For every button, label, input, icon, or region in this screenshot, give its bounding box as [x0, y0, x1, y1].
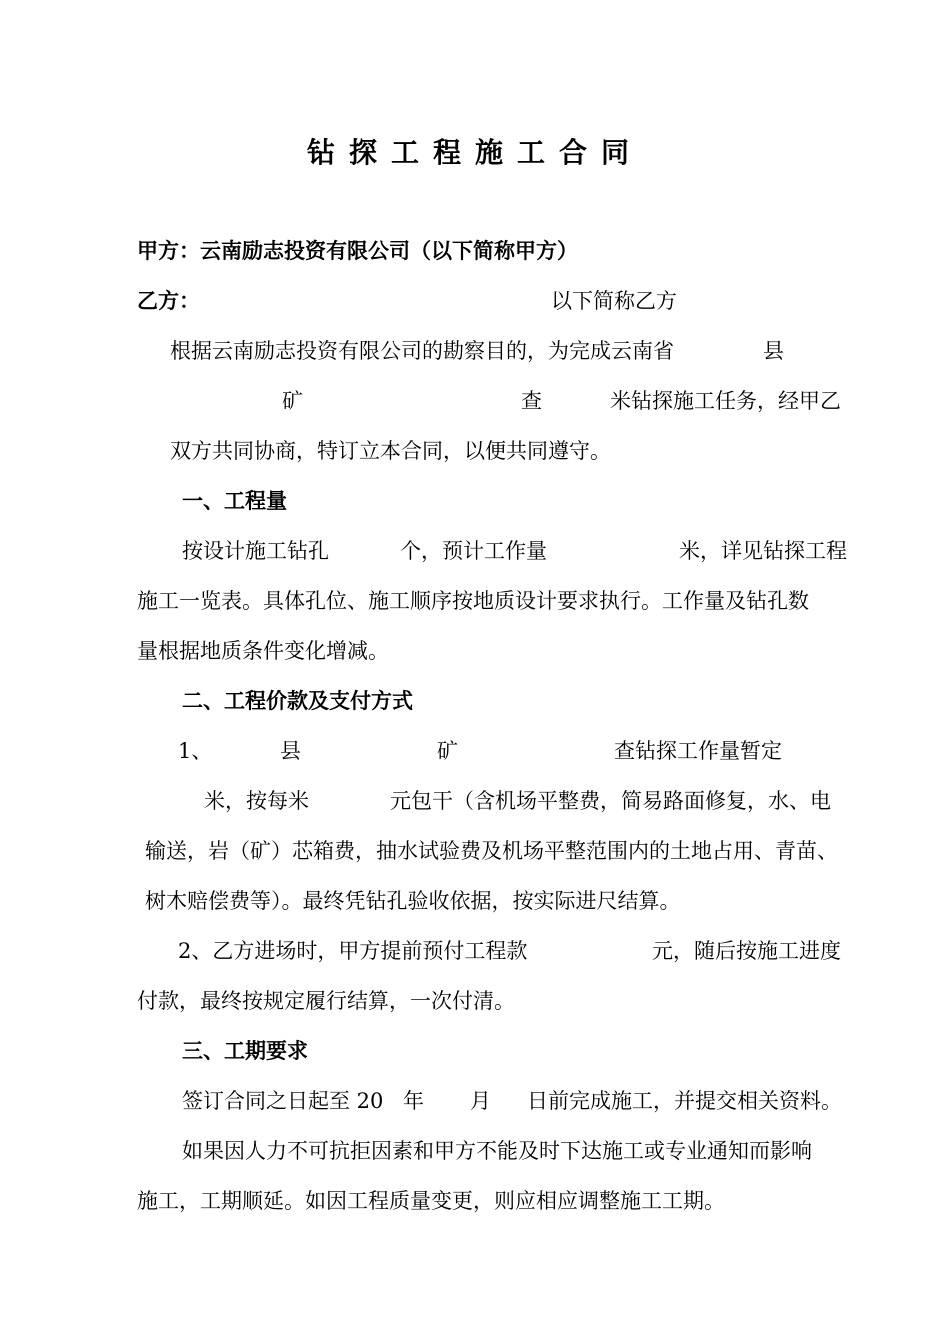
section-2-item-2-line-2: 付款，最终按规定履行结算，一次付清。: [137, 989, 515, 1013]
intro-line-2c: 米钻探施工任务，经甲乙: [610, 389, 841, 413]
section-2-item-1-line-1c: 矿: [437, 739, 458, 763]
intro-line-2a: 矿: [282, 389, 303, 413]
section-2-item-1-line-2b: 元包干（含机场平整费，简易路面修复，水、电: [390, 789, 831, 813]
intro-line-3: 双方共同协商，特订立本合同，以便共同遵守。: [170, 439, 611, 463]
section-2-item-2-line-1b: 元，随后按施工进度: [652, 939, 841, 963]
section-2-heading: 二、工程价款及支付方式: [182, 689, 413, 713]
intro-line-2b: 查: [521, 389, 542, 413]
section-2-item-1-line-4: 树木赔偿费等）。最终凭钻孔验收依据，按实际进尺结算。: [145, 889, 681, 913]
section-3-heading: 三、工期要求: [182, 1039, 308, 1063]
section-3-line-1a: 签订合同之日起至 20: [182, 1089, 384, 1113]
section-1-line-1c: 米，详见钻探工程: [679, 539, 847, 563]
intro-line-1a: 根据云南励志投资有限公司的勘察目的，为完成云南省: [170, 339, 674, 363]
section-3-line-2: 如果因人力不可抗拒因素和甲方不能及时下达施工或专业通知而影响: [182, 1139, 812, 1163]
section-3-line-1d: 日前完成施工，并提交相关资料。: [527, 1089, 842, 1113]
party-b-suffix: 以下简称乙方: [551, 289, 677, 313]
section-3-line-3: 施工，工期顺延。如因工程质量变更，则应相应调整施工工期。: [137, 1189, 725, 1213]
section-2-item-1-line-1d: 查钻探工作量暂定: [614, 739, 782, 763]
section-2-item-1-line-1b: 县: [280, 739, 301, 763]
section-1-line-1b: 个，预计工作量: [400, 539, 547, 563]
section-1-line-1a: 按设计施工钻孔: [182, 539, 329, 563]
section-2-item-1-line-2a: 米，按每米: [204, 789, 309, 813]
section-1-line-3: 量根据地质条件变化增减。: [137, 639, 389, 663]
intro-line-1b: 县: [763, 339, 784, 363]
section-2-item-2-line-1a: 2、乙方进场时，甲方提前预付工程款: [178, 939, 528, 963]
party-b-label: 乙方：: [137, 289, 200, 313]
section-1-heading: 一、工程量: [182, 489, 287, 513]
section-3-line-1c: 月: [470, 1089, 491, 1113]
section-2-item-1-line-3: 输送，岩（矿）芯箱费，抽水试验费及机场平整范围内的土地占用、青苗、: [145, 839, 838, 863]
section-3-line-1b: 年: [403, 1089, 424, 1113]
section-1-line-2: 施工一览表。具体孔位、施工顺序按地质设计要求执行。工作量及钻孔数: [137, 589, 809, 613]
document-title: 钻探工程施工合同: [306, 136, 643, 169]
party-a-line: 甲方：云南励志投资有限公司（以下简称甲方）: [137, 239, 578, 263]
section-2-item-1-line-1a: 1、: [178, 739, 213, 763]
